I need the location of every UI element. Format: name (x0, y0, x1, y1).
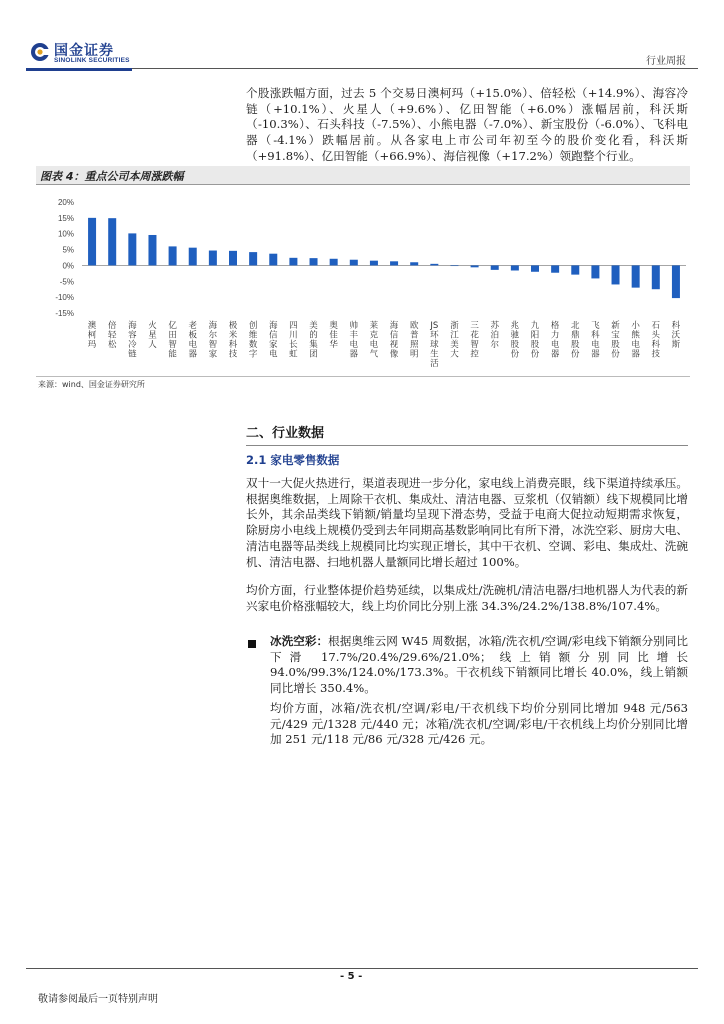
category-label-char: 克 (369, 330, 379, 341)
category-label-char: 电 (269, 349, 278, 360)
category-label-char: 泊 (490, 330, 499, 341)
y-tick-label: 10% (57, 229, 74, 239)
category-label-char: 澳 (87, 321, 97, 331)
bar-14 (350, 260, 358, 266)
bullet-square-icon (248, 640, 256, 648)
bar-5 (169, 246, 177, 265)
section-divider (246, 445, 688, 446)
category-label-char: 美 (450, 340, 459, 350)
bullet-price-paragraph: 均价方面，冰箱/洗衣机/空调/彩电/干衣机线下均价分别同比增加 948 元/563 元/429 元/1328 元/440 元；冰箱/洗衣机/空调/彩电/干衣机线上均价分别同比增加 251 元/118 元/86 元/328 元/426 元。 (270, 701, 688, 747)
category-label-char: 田 (168, 330, 177, 341)
category-label-char: 海 (208, 321, 218, 331)
footer-disclaimer: 敬请参阅最后一页特别声明 (38, 994, 158, 1005)
category-label-char: 环 (430, 330, 439, 341)
logo-chinese-name: 国金证券 (54, 43, 114, 59)
category-label-char: 家 (208, 349, 218, 360)
category-label-char: 星 (148, 330, 157, 341)
category-label-char: 长 (289, 340, 298, 350)
bar-1 (88, 218, 96, 266)
bar-30 (672, 265, 680, 298)
category-label-char: 器 (591, 349, 600, 360)
bar-8 (229, 251, 237, 266)
y-tick-label: 15% (57, 213, 74, 223)
subsection-title: 2.1 家电零售数据 (246, 453, 340, 467)
category-label-char: 维 (248, 330, 258, 341)
category-label-char: 球 (430, 340, 439, 350)
category-label-char: 浙 (450, 321, 459, 331)
category-label-char: 能 (168, 349, 177, 360)
bar-6 (189, 248, 197, 266)
category-label-char: 鼎 (571, 330, 580, 341)
category-label-char: 电 (631, 340, 640, 350)
category-label-char: 华 (329, 340, 338, 350)
bar-17 (410, 262, 418, 265)
category-label-char: 股 (530, 340, 540, 350)
section-title: 二、行业数据 (246, 426, 325, 441)
category-label-char: 沃 (671, 330, 681, 341)
category-label-char: 链 (128, 349, 137, 360)
category-label-char: 佳 (329, 330, 338, 341)
category-label-char: 帅 (349, 321, 359, 331)
category-label-char: 信 (389, 330, 399, 341)
category-label-char: 驰 (510, 330, 520, 341)
figure-title: 图表 4：重点公司本周涨跌幅 (40, 170, 184, 183)
y-tick-label: -5% (59, 277, 74, 287)
category-label-char: 字 (248, 349, 258, 360)
category-label-char: 老 (188, 321, 197, 331)
category-label-char: 板 (188, 330, 197, 341)
category-label-char: 倍 (107, 321, 117, 331)
category-label-char: 电 (349, 340, 359, 350)
bar-29 (652, 265, 660, 289)
category-label-char: 份 (510, 349, 520, 360)
category-label-char: 科 (591, 330, 600, 341)
price-paragraph: 均价方面，行业整体提价趋势延续，以集成灶/洗碗机/清洁电器/扫地机器人为代表的新兴家电价格涨幅较大，线上均价同比分别上涨 34.3%/24.2%/138.8%/107.4%。 (246, 583, 688, 613)
bar-19 (450, 265, 458, 266)
bar-10 (269, 254, 277, 266)
category-label-char: 普 (409, 330, 419, 341)
category-label-char: 的 (309, 330, 318, 341)
bar-21 (491, 265, 499, 269)
category-label-char: 家 (269, 340, 278, 350)
bar-16 (390, 261, 398, 265)
category-label-char: 生 (430, 349, 439, 360)
category-label-char: 智 (168, 340, 177, 350)
category-label-char: 九 (530, 321, 540, 331)
bar-20 (471, 265, 479, 267)
category-label-char: 海 (389, 321, 399, 331)
category-label-char: 尔 (208, 330, 218, 341)
category-label-char: 轻 (107, 330, 117, 341)
report-type-label: 行业周报 (646, 56, 686, 67)
category-label-char: 技 (651, 349, 661, 360)
category-label-char: 米 (228, 330, 238, 341)
category-label-char: 火 (148, 321, 157, 331)
category-label-char: 新 (611, 321, 620, 331)
stock-change-bar-chart (36, 190, 696, 376)
category-label-char: 石 (651, 321, 661, 331)
bar-18 (430, 264, 438, 266)
bar-23 (531, 265, 539, 271)
category-label-char: 玛 (87, 340, 97, 350)
category-label-char: 尔 (490, 340, 499, 350)
category-label-char: 电 (591, 340, 600, 350)
category-label-char: 丰 (349, 330, 359, 341)
bar-28 (632, 265, 640, 287)
category-label-char: 技 (228, 349, 238, 360)
bar-12 (310, 258, 318, 265)
category-label-char: 股 (510, 340, 520, 350)
category-label-char: 江 (450, 330, 459, 341)
category-label-char: 花 (470, 330, 479, 341)
y-tick-label: -10% (55, 293, 74, 303)
category-label-char: 兆 (510, 321, 520, 331)
header-accent-bar (26, 68, 132, 71)
category-label-char: 器 (631, 349, 640, 360)
category-label-char: 极 (228, 321, 238, 331)
category-label-char: 小 (631, 321, 640, 331)
footer-divider (26, 968, 698, 969)
category-label-char: 股 (611, 340, 620, 350)
category-label-char: 明 (409, 349, 419, 360)
category-label-char: 格 (550, 321, 560, 331)
category-label-char: 四 (289, 321, 298, 331)
category-label-char: 头 (651, 330, 661, 341)
logo-english-name: SINOLINK SECURITIES (54, 57, 130, 64)
bar-13 (330, 259, 338, 266)
category-label-char: 团 (309, 349, 318, 360)
retail-paragraph: 双十一大促火热进行，渠道表现进一步分化，家电线上消费亮眼，线下渠道持续承压。根据奥维数据，上周除干衣机、集成灶、清洁电器、豆浆机（仅销额）线下规模同比增长外，其余品类线下销额/销量均呈现下滑态势，受益于电商大促拉动短期需求恢复，除厨房小电线上规模仍受到去年同期高基数影响同比有所下滑，冰洗空彩、厨房大电、清洁电器等品类线上规模同比均实现正增长，其中干衣机、空调、彩电、集成灶、洗碗机、清洁电器、扫地机器人量额同比增长超过 100%。 (246, 476, 688, 569)
category-label-char: 信 (269, 330, 278, 341)
category-label-char: 活 (430, 359, 439, 369)
category-label-char: 器 (188, 349, 197, 360)
category-label-char: 智 (208, 340, 218, 350)
category-label-char: 斯 (671, 340, 681, 350)
y-tick-label: 20% (57, 198, 74, 207)
category-label-char: 奥 (329, 321, 338, 331)
category-label-char: 大 (450, 349, 459, 360)
category-label-char: 阳 (530, 330, 540, 341)
category-label-char: 控 (470, 349, 479, 360)
category-label-char: 像 (389, 349, 399, 360)
bullet-label: 冰洗空彩： (270, 634, 329, 648)
category-label-char: 海 (128, 321, 137, 331)
sinolink-logo-icon (30, 42, 50, 62)
page-number: - 5 - (340, 971, 363, 982)
category-label-char: 熊 (631, 330, 640, 341)
category-label-char: 三 (470, 321, 479, 331)
category-label-char: 份 (530, 349, 540, 360)
category-label-char: 器 (349, 349, 359, 360)
category-label-char: 视 (389, 340, 399, 350)
category-label-char: 份 (571, 349, 580, 360)
bar-4 (148, 235, 156, 265)
category-label-char: 科 (228, 340, 238, 350)
category-label-char: 欧 (409, 321, 419, 331)
bar-3 (128, 233, 136, 265)
category-label-char: 创 (248, 321, 258, 331)
category-label-char: 器 (550, 349, 560, 360)
bar-11 (289, 258, 297, 266)
category-label-char: 美 (309, 321, 318, 331)
bar-7 (209, 251, 217, 266)
category-label-char: 柯 (87, 330, 97, 341)
category-label-char: 川 (289, 330, 298, 341)
bar-22 (511, 265, 519, 270)
category-label-char: 虹 (289, 349, 298, 360)
category-label-char: 莱 (369, 321, 379, 331)
bar-25 (571, 265, 579, 274)
category-label-char: 宝 (611, 330, 620, 341)
category-label-char: JS (430, 321, 439, 331)
category-label-char: 照 (409, 340, 419, 350)
y-tick-label: 0% (62, 261, 74, 271)
category-label-char: 电 (188, 340, 197, 350)
bar-27 (612, 265, 620, 284)
category-label-char: 苏 (490, 321, 499, 331)
category-label-char: 智 (470, 340, 479, 350)
y-tick-label: -15% (55, 309, 74, 318)
intro-paragraph: 个股涨跌幅方面，过去 5 个交易日澳柯玛（+15.0%）、倍轻松（+14.9%）、海容冷链（+10.1%）、火星人（+9.6%）、亿田智能（+6.0%）涨幅居前，科沃斯（-10.3%）、石头科技（-7.5%）、小熊电器（-7.0%）、新宝股份（-6.0%）、飞科电器（-4.1%）跌幅居前。从各家电上市公司年初至今的股价变化看，科沃斯（+91.8%）、亿田智能（+66.9%）、海信视像（+17.2%）领跑整个行业。 (246, 86, 688, 163)
bar-24 (551, 265, 559, 272)
bar-26 (591, 265, 599, 278)
category-label-char: 数 (248, 340, 258, 350)
y-tick-label: 5% (62, 245, 74, 255)
bullet-paragraph (270, 634, 688, 697)
category-label-char: 电 (550, 340, 560, 350)
bar-15 (370, 261, 378, 266)
category-label-char: 份 (611, 349, 620, 360)
category-label-char: 科 (651, 340, 661, 350)
category-label-char: 亿 (168, 321, 177, 331)
category-label-char: 北 (571, 321, 580, 331)
category-label-char: 科 (671, 321, 681, 331)
bullet-text: 根据奥维云网 W45 周数据，冰箱/洗衣机/空调/彩电线下销额分别同比下滑 17.7%/20.4%/29.6%/21.0%；线上销额分别同比增长 94.0%/99.3%/124.0%/173.3%。干衣机线下销额同比增长 40.0%，线上销额同比增长 350.4%。 (270, 634, 688, 696)
bar-2 (108, 218, 116, 265)
bar-9 (249, 252, 257, 265)
category-label-char: 松 (107, 340, 117, 350)
category-label-char: 海 (269, 321, 278, 331)
category-label-char: 集 (309, 340, 318, 350)
category-label-char: 飞 (591, 321, 600, 331)
figure-source: 来源：wind、国金证券研究所 (38, 380, 145, 389)
source-divider (36, 376, 690, 377)
category-label-char: 冷 (128, 340, 137, 350)
category-label-char: 气 (369, 349, 379, 360)
category-label-char: 人 (148, 340, 157, 350)
category-label-char: 力 (550, 330, 560, 341)
category-label-char: 容 (128, 330, 137, 341)
category-label-char: 电 (369, 340, 379, 350)
category-label-char: 股 (571, 340, 580, 350)
